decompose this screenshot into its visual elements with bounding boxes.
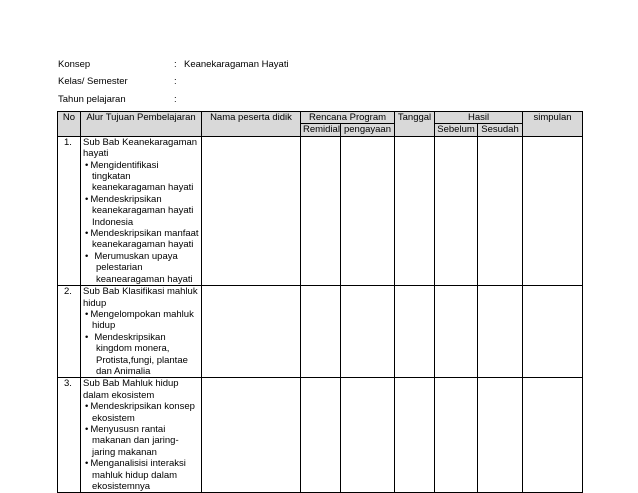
pengayaan-cell[interactable]	[341, 136, 395, 285]
objective-item: • Mendeskripsikan kingdom monera, Protista,fungi, plantae dan Animalia	[83, 332, 199, 378]
meta-label: Tahun pelajaran	[58, 94, 126, 105]
meta-colon: :	[174, 94, 177, 105]
tanggal-cell[interactable]	[395, 378, 435, 493]
header-sebelum: Sebelum	[435, 124, 478, 136]
student-name-cell[interactable]	[202, 136, 301, 285]
pengayaan-cell[interactable]	[341, 286, 395, 378]
objective-item: • Mengelompokan mahluk hidup	[83, 309, 199, 332]
sub-bab-title: Sub Bab Mahluk hidup dalam ekosistem	[83, 378, 179, 401]
sesudah-cell[interactable]	[478, 286, 523, 378]
learning-plan-table	[57, 111, 583, 493]
header-no: No	[58, 112, 81, 137]
header-remidial: Remidial	[301, 124, 341, 136]
table-row	[58, 286, 583, 378]
row-number: 1.	[58, 136, 81, 285]
remidial-cell[interactable]	[301, 378, 341, 493]
objective-item: • Mendeskripsikan konsep ekosistem	[83, 401, 199, 424]
header-hasil: Hasil	[435, 112, 523, 124]
objective-item: • Mendeskripsikan keanekaragaman hayati Indonesia	[83, 194, 199, 228]
header-tanggal: Tanggal	[395, 112, 435, 137]
row-number: 3.	[58, 378, 81, 493]
simpulan-cell[interactable]	[523, 286, 583, 378]
header-simpulan: simpulan	[523, 112, 583, 137]
meta-label: Konsep	[58, 59, 91, 70]
objective-cell	[81, 136, 202, 285]
student-name-cell[interactable]	[202, 378, 301, 493]
sub-bab-title: Sub Bab Klasifikasi mahluk hidup	[83, 286, 198, 309]
objective-cell	[81, 286, 202, 378]
tanggal-cell[interactable]	[395, 136, 435, 285]
header-rencana-program: Rencana Program	[301, 112, 395, 124]
tanggal-cell[interactable]	[395, 286, 435, 378]
student-name-cell[interactable]	[202, 286, 301, 378]
sesudah-cell[interactable]	[478, 378, 523, 493]
meta-label: Kelas/ Semester	[58, 76, 128, 87]
header-alur-tujuan: Alur Tujuan Pembelajaran	[81, 112, 202, 137]
table-header	[58, 112, 583, 137]
sesudah-cell[interactable]	[478, 136, 523, 285]
table-row	[58, 378, 583, 493]
sub-bab-title: Sub Bab Keanekaragaman hayati	[83, 136, 198, 160]
header-pengayaan: pengayaan	[341, 124, 395, 136]
table-row	[58, 136, 583, 285]
sebelum-cell[interactable]	[435, 136, 478, 285]
remidial-cell[interactable]	[301, 286, 341, 378]
row-number: 2.	[58, 286, 81, 378]
sebelum-cell[interactable]	[435, 378, 478, 493]
objective-item: • Menganalisisi interaksi mahluk hidup dalam ekosistemnya	[83, 458, 199, 492]
objective-item: • Menyususn rantai makanan dan jaring-jaring makanan	[83, 424, 199, 458]
meta-colon: :	[174, 59, 177, 70]
objective-item: • Mengidentifikasi tingkatan keanekaragaman hayati	[83, 160, 199, 194]
pengayaan-cell[interactable]	[341, 378, 395, 493]
meta-value: Keanekaragaman Hayati	[184, 59, 289, 70]
objective-item: • Merumuskan upaya pelestarian keanearagaman hayati	[83, 251, 199, 285]
simpulan-cell[interactable]	[523, 378, 583, 493]
objective-cell	[81, 378, 202, 493]
remidial-cell[interactable]	[301, 136, 341, 285]
objective-item: • Mendeskripsikan manfaat keanekaragaman hayati	[83, 228, 199, 251]
simpulan-cell[interactable]	[523, 136, 583, 285]
header-sesudah: Sesudah	[478, 124, 523, 136]
meta-colon: :	[174, 76, 177, 87]
sebelum-cell[interactable]	[435, 286, 478, 378]
header-nama-peserta: Nama peserta didik	[202, 112, 301, 137]
